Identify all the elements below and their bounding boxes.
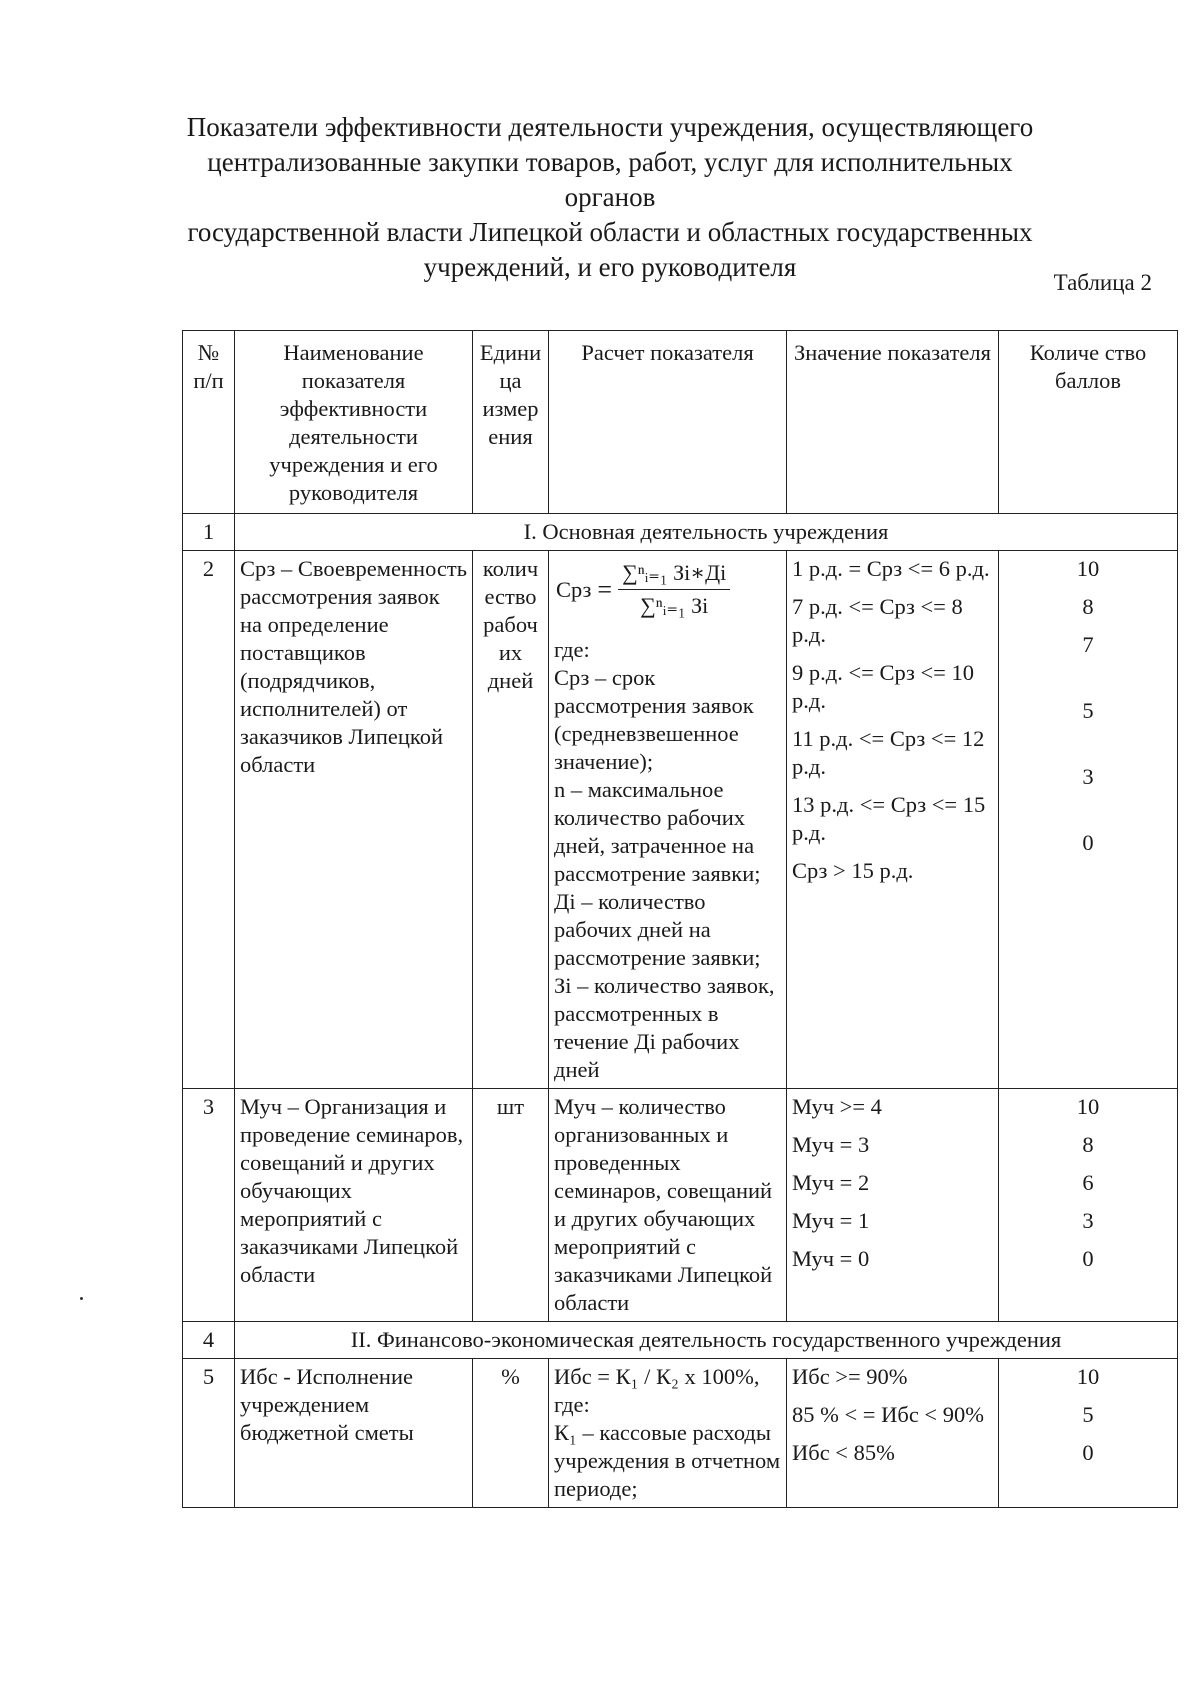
indicator-calc	[549, 551, 787, 1089]
indicator-unit: %	[473, 1359, 549, 1508]
score-item: 0	[1082, 1246, 1094, 1271]
section-title: I. Основная деятельность учреждения	[235, 514, 1178, 551]
value-item: Муч >= 4	[792, 1094, 882, 1119]
row-num: 5	[183, 1359, 235, 1508]
formula-lhs: Срз	[556, 576, 592, 602]
score-item: 5	[1082, 698, 1094, 723]
indicator-name: Ибс - Исполнение учреждением бюджетной сметы	[235, 1359, 473, 1508]
score-item: 10	[1076, 556, 1100, 581]
header-score: Количе ство баллов	[999, 331, 1178, 514]
value-item: 85 % < = Ибс < 90%	[792, 1402, 984, 1427]
section-num: 4	[183, 1322, 235, 1359]
section-row	[183, 1322, 1178, 1359]
score-item: 10	[1076, 1364, 1100, 1389]
indicator-values	[787, 1089, 999, 1322]
value-item: Муч = 2	[792, 1170, 870, 1195]
score-item: 3	[1082, 764, 1094, 789]
indicator-name: Муч – Организация и проведение семинаров, совещаний и других обучающих мероприятий с заказчиками Липецкой области	[235, 1089, 473, 1322]
indicator-values	[787, 551, 999, 1089]
indicator-calc	[549, 1359, 787, 1508]
score-item: 0	[1082, 830, 1094, 855]
formula-equals: =	[597, 574, 613, 604]
value-item: 9 р.д. <= Срз <= 10 р.д.	[792, 660, 974, 713]
header-unit: Едини ца измер ения	[473, 331, 549, 514]
calc-line: где:	[554, 1392, 590, 1417]
calc-line: где:	[554, 637, 590, 662]
value-item: Муч = 1	[792, 1208, 870, 1233]
title-line: Показатели эффективности деятельности учреждения, осуществляющего	[186, 112, 1034, 142]
value-item: Ибс < 85%	[792, 1440, 895, 1465]
title-line: централизованные закупки товаров, работ, услуг для исполнительных органов	[207, 147, 1013, 212]
calc-line: Зi – количество заявок, рассмотренных в течение Дi рабочих дней	[554, 973, 775, 1082]
calc-line: К₁ – кассовые расходы учреждения в отчетном периоде;	[554, 1420, 781, 1501]
calc-line: n – максимальное количество рабочих дней, затраченное на рассмотрение заявки;	[554, 777, 761, 886]
indicator-unit: шт	[473, 1089, 549, 1322]
indicator-scores	[999, 551, 1178, 1089]
score-item: 6	[1082, 1170, 1094, 1195]
header-num: № п/п	[183, 331, 235, 514]
row-num: 3	[183, 1089, 235, 1322]
indicator-scores	[999, 1359, 1178, 1508]
score-item: 7	[1082, 632, 1094, 657]
value-item: Срз > 15 р.д.	[792, 858, 914, 883]
value-item: 13 р.д. <= Срз <= 15 р.д.	[792, 792, 986, 845]
score-item: 8	[1082, 1132, 1094, 1157]
table-row	[183, 551, 1178, 1089]
indicator-name: Срз – Своевременность рассмотрения заявок на определение поставщиков (подрядчиков, исполнителей) от заказчиков Липецкой области	[235, 551, 473, 1089]
formula-fraction	[618, 559, 730, 620]
section-title: II. Финансово-экономическая деятельность государственного учреждения	[235, 1322, 1178, 1359]
document-title	[180, 110, 1040, 285]
value-item: Ибс >= 90%	[792, 1364, 908, 1389]
table-row	[183, 1089, 1178, 1322]
indicator-calc: Муч – количество организованных и проведенных семинаров, совещаний и других обучающих мероприятий с заказчиками Липецкой области	[549, 1089, 787, 1322]
score-item: 3	[1082, 1208, 1094, 1233]
formula-denominator: ∑ⁿᵢ₌₁ Зi	[640, 593, 709, 618]
row-num: 2	[183, 551, 235, 1089]
value-item: 11 р.д. <= Срз <= 12 р.д.	[792, 726, 985, 779]
formula-numerator: ∑ⁿᵢ₌₁ Зi∗Дi	[618, 559, 730, 590]
header-row	[183, 331, 1178, 514]
calc-line: Срз – срок рассмотрения заявок (средневзвешенное значение);	[554, 665, 754, 774]
header-calc: Расчет показателя	[549, 331, 787, 514]
indicator-scores	[999, 1089, 1178, 1322]
title-line: учреждений, и его руководителя	[423, 252, 797, 282]
calc-line: Ибс = К₁ / К₂ х 100%,	[554, 1364, 760, 1389]
score-item: 8	[1082, 594, 1094, 619]
value-item: 1 р.д. = Срз <= 6 р.д.	[792, 556, 990, 581]
formula	[556, 559, 781, 620]
table-label: Таблица 2	[1053, 270, 1152, 295]
title-line: государственной власти Липецкой области и областных государственных	[187, 217, 1033, 247]
indicators-table	[182, 330, 1178, 1508]
header-name: Наименование показателя эффективности деятельности учреждения и его руководителя	[235, 331, 473, 514]
header-value: Значение показателя	[787, 331, 999, 514]
score-item: 0	[1082, 1440, 1094, 1465]
value-item: Муч = 0	[792, 1246, 870, 1271]
section-num: 1	[183, 514, 235, 551]
stray-dot	[80, 1297, 83, 1300]
indicator-values	[787, 1359, 999, 1508]
table-row	[183, 1359, 1178, 1508]
score-item: 5	[1082, 1402, 1094, 1427]
calc-line: Дi – количество рабочих дней на рассмотрение заявки;	[554, 889, 761, 970]
score-item: 10	[1076, 1094, 1100, 1119]
indicator-unit: колич ество рабоч их дней	[473, 551, 549, 1089]
value-item: Муч = 3	[792, 1132, 870, 1157]
section-row	[183, 514, 1178, 551]
value-item: 7 р.д. <= Срз <= 8 р.д.	[792, 594, 963, 647]
